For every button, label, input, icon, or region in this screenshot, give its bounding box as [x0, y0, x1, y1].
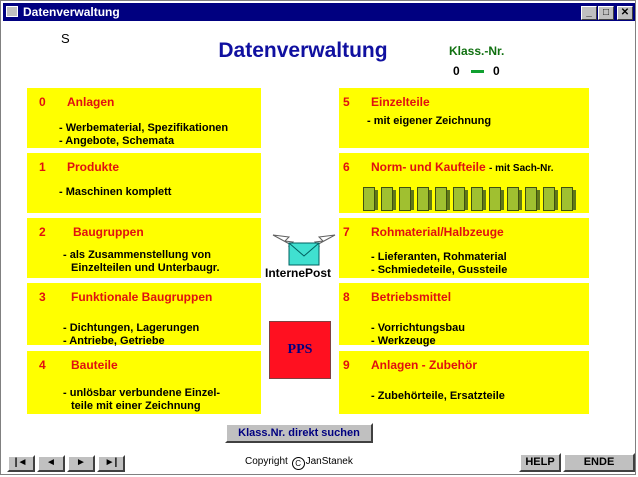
close-button[interactable]: ✕ [617, 6, 633, 20]
interne-post-label[interactable]: InternePost [265, 266, 332, 280]
category-title: Betriebsmittel [371, 290, 452, 304]
category-line: - als Zusammenstellung von [63, 249, 211, 261]
klass-value-right: 0 [493, 64, 500, 78]
category-line: - Angebote, Schemata [59, 135, 175, 147]
category-1-produkte[interactable] [27, 153, 261, 213]
klass-nr-label: Klass.-Nr. [449, 44, 505, 58]
s-label: S [61, 31, 70, 46]
category-title: Einzelteile [371, 95, 430, 109]
category-5-einzelteile[interactable] [339, 88, 589, 148]
category-number: 6 [343, 160, 350, 174]
category-line: - Zubehörteile, Ersatzteile [371, 390, 505, 402]
category-3-funktionale-baugruppen[interactable] [27, 283, 261, 345]
copyright-name: JanStanek [305, 456, 353, 467]
category-line: - Werbematerial, Spezifikationen [59, 122, 229, 134]
category-2-baugruppen[interactable] [27, 218, 261, 278]
nav-next-button[interactable]: ► [67, 455, 95, 472]
copyright-prefix: Copyright [245, 456, 288, 467]
category-8-betriebsmittel[interactable] [339, 283, 589, 345]
category-line: - Lieferanten, Rohmaterial [371, 251, 507, 263]
category-6-norm-und-kaufteile[interactable] [339, 153, 589, 213]
category-number: 2 [39, 225, 46, 239]
category-line: - Dichtungen, Lagerungen [63, 322, 200, 334]
category-title: Anlagen - Zubehör [371, 358, 477, 372]
page-title: Datenverwaltung [218, 39, 388, 62]
category-number: 4 [39, 358, 46, 372]
category-4-bauteile[interactable] [27, 351, 261, 414]
category-number: 7 [343, 225, 350, 239]
category-line: - Maschinen komplett [59, 186, 172, 198]
nav-prev-button[interactable]: ◄ [37, 455, 65, 472]
category-line: - Werkzeuge [371, 335, 436, 347]
category-7-rohmaterial-halbzeuge[interactable] [339, 218, 589, 278]
window-title: Datenverwaltung [23, 5, 120, 19]
klass-nr-search-button[interactable]: Klass.Nr. direkt suchen [225, 423, 373, 443]
category-line: teile mit einer Zeichnung [71, 400, 201, 412]
klass-dash-icon [471, 70, 484, 73]
interne-post-icon[interactable] [271, 229, 337, 269]
category-title: Produkte [67, 160, 120, 174]
category-number: 1 [39, 160, 46, 174]
category-title: Rohmaterial/Halbzeuge [371, 225, 504, 239]
category-0-anlagen[interactable] [27, 88, 261, 148]
category-title: Bauteile [71, 358, 118, 372]
category-title: Anlagen [67, 95, 115, 109]
category-title [371, 160, 553, 174]
category-line: - unlösbar verbundene Einzel- [63, 387, 221, 399]
category-title: Funktionale Baugruppen [71, 290, 213, 304]
minimize-button[interactable]: _ [581, 6, 597, 20]
help-button[interactable]: HELP [519, 453, 561, 472]
pps-button[interactable]: PPS [269, 321, 331, 379]
copyright-c-icon: C [292, 457, 305, 470]
klass-value-left: 0 [453, 64, 460, 78]
category-number: 0 [39, 95, 46, 109]
nav-last-button[interactable]: ►| [97, 455, 125, 472]
sach-nr-note: - mit Sach-Nr. [489, 163, 554, 174]
category-line: - Antriebe, Getriebe [63, 335, 165, 347]
category-number: 5 [343, 95, 350, 109]
category-number: 3 [39, 290, 46, 304]
category-title: Baugruppen [73, 225, 144, 239]
category-line: - Vorrichtungsbau [371, 322, 465, 334]
copyright-text [245, 456, 353, 470]
books-icon [363, 187, 579, 211]
category-line: - Schmiedeteile, Gussteile [371, 264, 508, 276]
category-title-text: Norm- und Kaufteile [371, 160, 486, 174]
ende-button[interactable]: ENDE [563, 453, 635, 472]
nav-first-button[interactable]: |◄ [7, 455, 35, 472]
main-content [3, 21, 635, 474]
category-line: Einzelteilen und Unterbaugr. [71, 262, 220, 274]
app-icon[interactable] [6, 6, 18, 17]
category-9-anlagen-zubehoer[interactable] [339, 351, 589, 414]
title-bar[interactable] [3, 3, 635, 21]
category-number: 9 [343, 358, 350, 372]
maximize-button[interactable]: □ [598, 6, 614, 20]
category-line: - mit eigener Zeichnung [367, 115, 492, 127]
category-number: 8 [343, 290, 350, 304]
